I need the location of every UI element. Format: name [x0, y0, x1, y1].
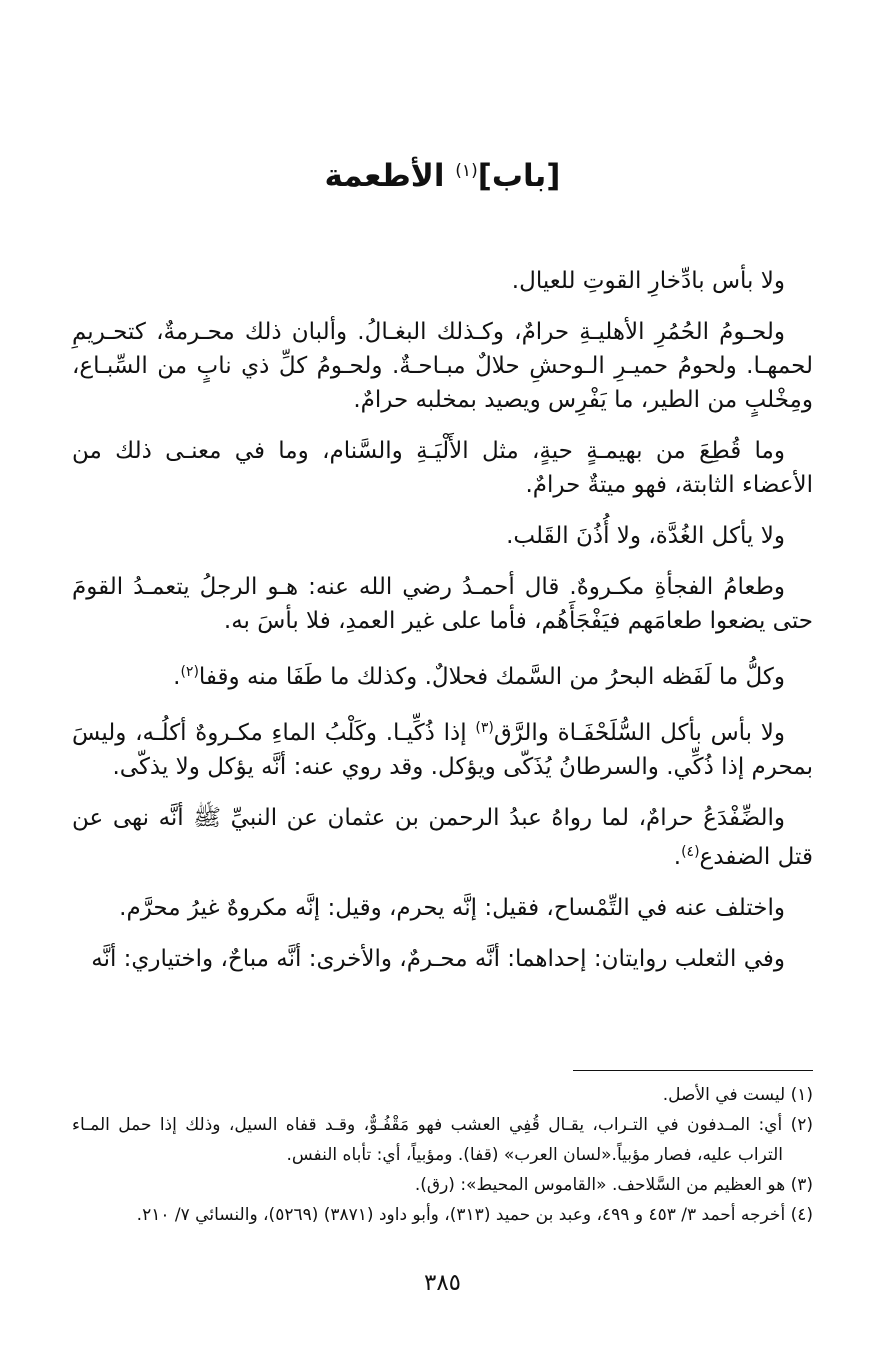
- footnote-number: (٤): [790, 1205, 813, 1225]
- paragraph-text: والضِّفْدَعُ حرامٌ، لما رواهُ عبدُ الرحمن بن عثمان عن النبيِّ ﷺ أنَّه نهى عن قتل الضفدع: [72, 805, 813, 870]
- paragraph-text: واختلف عنه في التِّمْساح، فقيل: إنَّه يحرم، وقيل: إنَّه مكروهٌ غيرُ محرَّم.: [119, 895, 785, 921]
- paragraph-text-after: إذا ذُكِّيـا. وكَلْبُ الماءِ مكـروهٌ أكلُـه، وليسَ بمحرم إذا ذُكِّي. والسرطانُ يُذَكّى ويؤكل. وقد روي عنه: أنَّه يؤكل ولا يذكّى.: [72, 720, 813, 780]
- paragraph-text: ولا بأس بأكل السُّلَحْفَـاة والرَّق: [493, 720, 785, 746]
- chapter-title-rest: الأطعمة: [324, 158, 456, 194]
- paragraph: [72, 315, 813, 417]
- paragraph: [72, 519, 813, 553]
- footnote-ref-3: (٣): [475, 720, 494, 736]
- footnote-number: (٢): [790, 1115, 813, 1135]
- footnote-text: أي: المـدفون في التـراب، يقـال قُفِي العشب فهو مَقْفُـوٌّ، وقـد قفاه السيل، وذلك إذا حمل المـاء التراب عليه، فصار مؤبياً.«لسان العرب» (قفا). ومؤبياً، أي: تأباه النفس.: [72, 1115, 783, 1165]
- footnote-ref-1: (١): [455, 161, 478, 181]
- page-number: ٣٨٥: [423, 1270, 462, 1296]
- footnote-number: (١): [790, 1085, 813, 1105]
- paragraph-text-after: .: [673, 844, 682, 870]
- chapter-title-main: [باب]: [477, 158, 561, 194]
- paragraph-text: ولا بأس بادِّخارِ القوتِ للعيال.: [511, 268, 785, 294]
- paragraph: [72, 711, 813, 784]
- paragraph-text: وطعامُ الفجأةِ مكـروهٌ. قال أحمـدُ رضي الله عنه: هـو الرجلُ يتعمـدُ القومَ حتى يضعوا طعامَهم فيَفْجَأَهُم، فأما على غير العمدِ، فلا بأسَ به.: [72, 574, 813, 634]
- paragraph: [72, 942, 813, 976]
- footnote-ref-2: (٢): [180, 664, 199, 680]
- paragraph: [72, 434, 813, 502]
- footnote-text: أخرجه أحمد ٣/ ٤٥٣ و ٤٩٩، وعبد بن حميد (٣١٣)، وأبو داود (٣٨٧١) (٥٢٦٩)، والنسائي ٧/ ٢١٠.: [136, 1205, 786, 1225]
- footnote: [72, 1080, 813, 1110]
- footnote-ref-4: (٤): [681, 844, 700, 860]
- paragraph: [72, 891, 813, 925]
- chapter-title: [0, 146, 885, 201]
- footnote: [72, 1170, 813, 1200]
- paragraph: [72, 264, 813, 298]
- main-text: [72, 264, 813, 993]
- paragraph-text-after: .: [173, 664, 181, 690]
- paragraph-text: وكلُّ ما لَفَظه البحرُ من السَّمك فحلالٌ. وكذلك ما طَفَا منه وقفا: [198, 664, 785, 690]
- paragraph-text: وما قُطِعَ من بهيمـةٍ حيةٍ، مثل الأَلْيَـةِ والسَّنام، وما في معنـى ذلك من الأعضاء الثابتة، فهو ميتةٌ حرامٌ.: [72, 438, 813, 498]
- footnote: [72, 1200, 813, 1230]
- footnote-divider: [573, 1070, 813, 1071]
- paragraph-text: وفي الثعلب روايتان: إحداهما: أنَّه محـرمٌ، والأخرى: أنَّه مباحٌ، واختياري: أنَّه: [91, 946, 785, 972]
- footnotes: [72, 1080, 813, 1230]
- paragraph-text: ولحـومُ الحُمُرِ الأهليـةِ حرامٌ، وكـذلك البغـالُ. وألبان ذلك محـرمةٌ، كتحـريمِ لحمهـا. ولحومُ حميـرِ الـوحشِ حلالٌ مبـاحـةٌ. ولحـومُ كلِّ ذي نابٍ من السِّبـاع، ومِخْلبٍ من الطير، ما يَفْرِس ويصيد بمخلبه حرامٌ.: [72, 319, 813, 413]
- footnote-number: (٣): [790, 1175, 813, 1195]
- paragraph: [72, 655, 813, 694]
- footnote: [72, 1110, 813, 1170]
- footnote-text: هو العظيم من السَّلاحف. «القاموس المحيط»: (رق).: [414, 1175, 786, 1195]
- paragraph-text: ولا يأكل الغُدَّة، ولا أُذُنَ القَلب.: [506, 523, 785, 549]
- paragraph: [72, 801, 813, 874]
- footnote-text: ليست في الأصل.: [662, 1085, 786, 1105]
- paragraph: [72, 570, 813, 638]
